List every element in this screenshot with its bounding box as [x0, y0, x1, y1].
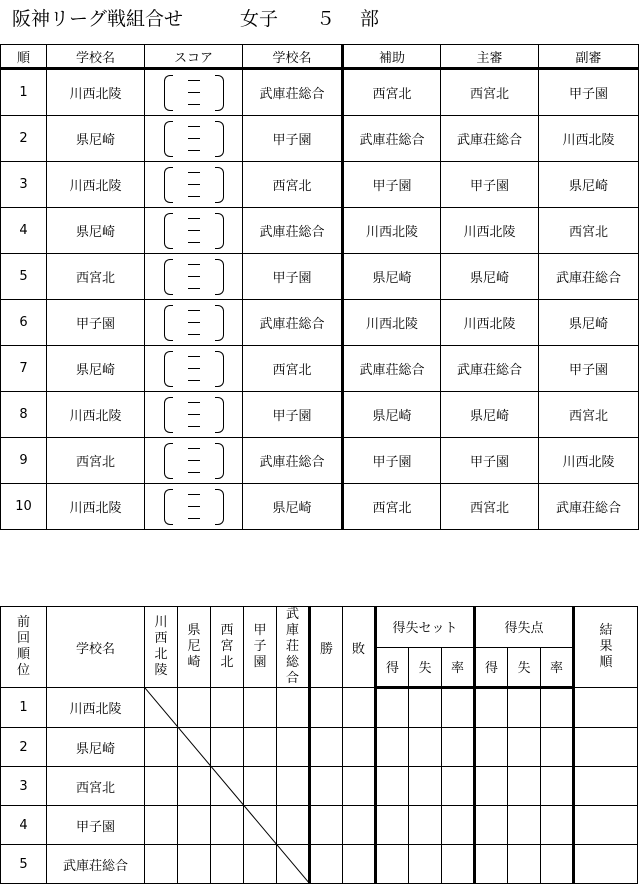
sets-rate-cell — [442, 767, 475, 806]
score-box — [162, 303, 226, 343]
page-title: 阪神リーグ戦組合せ 女子 ５ 部 — [12, 8, 380, 30]
sub-referee: 川西北陵 — [539, 438, 639, 484]
prev-rank: 3 — [1, 767, 47, 806]
header-opp-2: 県尼崎 — [178, 607, 211, 688]
schedule-row — [1, 116, 639, 162]
assist: 甲子園 — [343, 438, 441, 484]
wins-cell — [310, 688, 343, 728]
header-referee: 主審 — [441, 45, 539, 69]
sub-referee: 県尼崎 — [539, 300, 639, 346]
score — [145, 69, 243, 116]
standings-row — [1, 767, 638, 806]
assist: 県尼崎 — [343, 254, 441, 300]
wins-cell — [310, 767, 343, 806]
sets-gain-cell — [376, 806, 409, 845]
schedule-header-row — [1, 45, 639, 69]
sets-lose-cell — [409, 688, 442, 728]
team-a: 県尼崎 — [47, 346, 145, 392]
standings-row — [1, 845, 638, 884]
header-school-a: 学校名 — [47, 45, 145, 69]
referee: 西宮北 — [441, 484, 539, 530]
match-number: 6 — [1, 300, 47, 346]
header-sub-referee: 副審 — [539, 45, 639, 69]
final-rank-cell — [574, 767, 638, 806]
points-lose-cell — [508, 845, 541, 884]
assist: 西宮北 — [343, 69, 441, 116]
team-b: 甲子園 — [243, 116, 343, 162]
score — [145, 116, 243, 162]
match-result-cell — [145, 728, 178, 767]
score — [145, 392, 243, 438]
header-score: スコア — [145, 45, 243, 69]
match-result-cell — [178, 728, 211, 767]
assist: 甲子園 — [343, 162, 441, 208]
losses-cell — [343, 845, 376, 884]
match-result-cell — [145, 845, 178, 884]
match-number: 1 — [1, 69, 47, 116]
schedule-table — [0, 44, 639, 530]
points-rate-cell — [541, 806, 574, 845]
match-number: 5 — [1, 254, 47, 300]
header-win: 勝 — [310, 607, 343, 688]
points-gain-cell — [475, 728, 508, 767]
referee: 甲子園 — [441, 162, 539, 208]
match-result-cell — [178, 806, 211, 845]
referee: 武庫荘総合 — [441, 116, 539, 162]
header-points: 得失点 — [475, 607, 574, 648]
match-result-cell — [178, 845, 211, 884]
referee: 県尼崎 — [441, 392, 539, 438]
assist: 西宮北 — [343, 484, 441, 530]
points-lose-cell — [508, 806, 541, 845]
points-rate-cell — [541, 767, 574, 806]
score — [145, 484, 243, 530]
match-result-cell — [277, 728, 310, 767]
sets-gain-cell — [376, 728, 409, 767]
match-result-cell — [145, 767, 178, 806]
match-number: 2 — [1, 116, 47, 162]
header-order: 順 — [1, 45, 47, 69]
referee: 武庫荘総合 — [441, 346, 539, 392]
points-rate-cell — [541, 688, 574, 728]
sets-lose-cell — [409, 806, 442, 845]
sets-lose-cell — [409, 767, 442, 806]
header-assist: 補助 — [343, 45, 441, 69]
team-a: 西宮北 — [47, 254, 145, 300]
prev-rank: 2 — [1, 728, 47, 767]
header-sets-gain: 得 — [376, 647, 409, 688]
team-a: 川西北陵 — [47, 69, 145, 116]
points-lose-cell — [508, 728, 541, 767]
points-rate-cell — [541, 845, 574, 884]
header-points-gain: 得 — [475, 647, 508, 688]
score-box — [162, 211, 226, 251]
school-name: 西宮北 — [47, 767, 145, 806]
assist: 川西北陵 — [343, 208, 441, 254]
match-result-cell — [211, 806, 244, 845]
match-result-cell — [145, 688, 178, 728]
schedule-row — [1, 392, 639, 438]
header-opp-5: 武庫荘総合 — [277, 607, 310, 688]
sets-lose-cell — [409, 728, 442, 767]
header-school-b: 学校名 — [243, 45, 343, 69]
team-a: 川西北陵 — [47, 162, 145, 208]
assist: 川西北陵 — [343, 300, 441, 346]
match-result-cell — [178, 767, 211, 806]
sub-referee: 甲子園 — [539, 69, 639, 116]
team-b: 武庫荘総合 — [243, 208, 343, 254]
score-box — [162, 441, 226, 481]
assist: 県尼崎 — [343, 392, 441, 438]
referee: 西宮北 — [441, 69, 539, 116]
sets-rate-cell — [442, 806, 475, 845]
prev-rank: 1 — [1, 688, 47, 728]
header-prev-rank: 前回順位 — [1, 607, 47, 688]
points-gain-cell — [475, 688, 508, 728]
header-result: 結果順 — [574, 607, 638, 688]
score-box — [162, 487, 226, 527]
sets-rate-cell — [442, 728, 475, 767]
schedule-row — [1, 300, 639, 346]
score-box — [162, 165, 226, 205]
points-lose-cell — [508, 767, 541, 806]
header-points-rate: 率 — [541, 647, 574, 688]
points-rate-cell — [541, 728, 574, 767]
sets-lose-cell — [409, 845, 442, 884]
sub-referee: 川西北陵 — [539, 116, 639, 162]
match-result-cell — [178, 688, 211, 728]
match-result-cell — [211, 688, 244, 728]
sets-rate-cell — [442, 688, 475, 728]
schedule-row — [1, 346, 639, 392]
match-result-cell — [211, 767, 244, 806]
schedule-row — [1, 162, 639, 208]
sub-referee: 武庫荘総合 — [539, 484, 639, 530]
standings-table — [0, 606, 638, 884]
referee: 県尼崎 — [441, 254, 539, 300]
losses-cell — [343, 806, 376, 845]
final-rank-cell — [574, 806, 638, 845]
score — [145, 346, 243, 392]
match-result-cell — [277, 688, 310, 728]
losses-cell — [343, 688, 376, 728]
match-result-cell — [244, 688, 277, 728]
standings-row — [1, 728, 638, 767]
match-number: 9 — [1, 438, 47, 484]
team-b: 西宮北 — [243, 346, 343, 392]
wins-cell — [310, 728, 343, 767]
match-result-cell — [244, 806, 277, 845]
header-opp-4: 甲子園 — [244, 607, 277, 688]
team-a: 川西北陵 — [47, 484, 145, 530]
header-opp-3: 西宮北 — [211, 607, 244, 688]
header-opp-1: 川西北陵 — [145, 607, 178, 688]
schedule-row — [1, 438, 639, 484]
team-b: 武庫荘総合 — [243, 438, 343, 484]
losses-cell — [343, 767, 376, 806]
school-name: 県尼崎 — [47, 728, 145, 767]
score — [145, 438, 243, 484]
sets-gain-cell — [376, 845, 409, 884]
match-result-cell — [244, 767, 277, 806]
school-name: 武庫荘総合 — [47, 845, 145, 884]
schedule-row — [1, 69, 639, 116]
sets-gain-cell — [376, 688, 409, 728]
prev-rank: 5 — [1, 845, 47, 884]
standings-row — [1, 806, 638, 845]
score-box — [162, 119, 226, 159]
schedule-row — [1, 208, 639, 254]
match-number: 3 — [1, 162, 47, 208]
final-rank-cell — [574, 688, 638, 728]
sub-referee: 甲子園 — [539, 346, 639, 392]
score-box — [162, 349, 226, 389]
team-a: 県尼崎 — [47, 116, 145, 162]
team-b: 県尼崎 — [243, 484, 343, 530]
match-number: 10 — [1, 484, 47, 530]
standings-row — [1, 688, 638, 728]
referee: 川西北陵 — [441, 300, 539, 346]
match-result-cell — [211, 845, 244, 884]
points-gain-cell — [475, 767, 508, 806]
losses-cell — [343, 728, 376, 767]
score-box — [162, 257, 226, 297]
header-loss: 敗 — [343, 607, 376, 688]
match-result-cell — [277, 767, 310, 806]
match-result-cell — [145, 806, 178, 845]
score — [145, 162, 243, 208]
match-result-cell — [244, 728, 277, 767]
team-b: 西宮北 — [243, 162, 343, 208]
sets-gain-cell — [376, 767, 409, 806]
match-result-cell — [211, 728, 244, 767]
schedule-row — [1, 484, 639, 530]
header-sets-rate: 率 — [442, 647, 475, 688]
match-number: 4 — [1, 208, 47, 254]
sub-referee: 武庫荘総合 — [539, 254, 639, 300]
header-sets: 得失セット — [376, 607, 475, 648]
final-rank-cell — [574, 845, 638, 884]
match-result-cell — [244, 845, 277, 884]
team-b: 武庫荘総合 — [243, 69, 343, 116]
team-a: 川西北陵 — [47, 392, 145, 438]
team-b: 甲子園 — [243, 254, 343, 300]
header-points-lose: 失 — [508, 647, 541, 688]
score — [145, 254, 243, 300]
final-rank-cell — [574, 728, 638, 767]
score-box — [162, 395, 226, 435]
assist: 武庫荘総合 — [343, 346, 441, 392]
sub-referee: 西宮北 — [539, 208, 639, 254]
wins-cell — [310, 845, 343, 884]
team-a: 甲子園 — [47, 300, 145, 346]
school-name: 甲子園 — [47, 806, 145, 845]
sub-referee: 西宮北 — [539, 392, 639, 438]
assist: 武庫荘総合 — [343, 116, 441, 162]
match-result-cell — [277, 806, 310, 845]
team-b: 武庫荘総合 — [243, 300, 343, 346]
match-number: 7 — [1, 346, 47, 392]
team-a: 西宮北 — [47, 438, 145, 484]
points-gain-cell — [475, 806, 508, 845]
points-lose-cell — [508, 688, 541, 728]
score — [145, 300, 243, 346]
sets-rate-cell — [442, 845, 475, 884]
match-number: 8 — [1, 392, 47, 438]
score-box — [162, 73, 226, 113]
match-result-cell — [277, 845, 310, 884]
score — [145, 208, 243, 254]
header-school: 学校名 — [47, 607, 145, 688]
referee: 川西北陵 — [441, 208, 539, 254]
sub-referee: 県尼崎 — [539, 162, 639, 208]
header-sets-lose: 失 — [409, 647, 442, 688]
referee: 甲子園 — [441, 438, 539, 484]
points-gain-cell — [475, 845, 508, 884]
wins-cell — [310, 806, 343, 845]
team-a: 県尼崎 — [47, 208, 145, 254]
prev-rank: 4 — [1, 806, 47, 845]
school-name: 川西北陵 — [47, 688, 145, 728]
schedule-row — [1, 254, 639, 300]
team-b: 甲子園 — [243, 392, 343, 438]
